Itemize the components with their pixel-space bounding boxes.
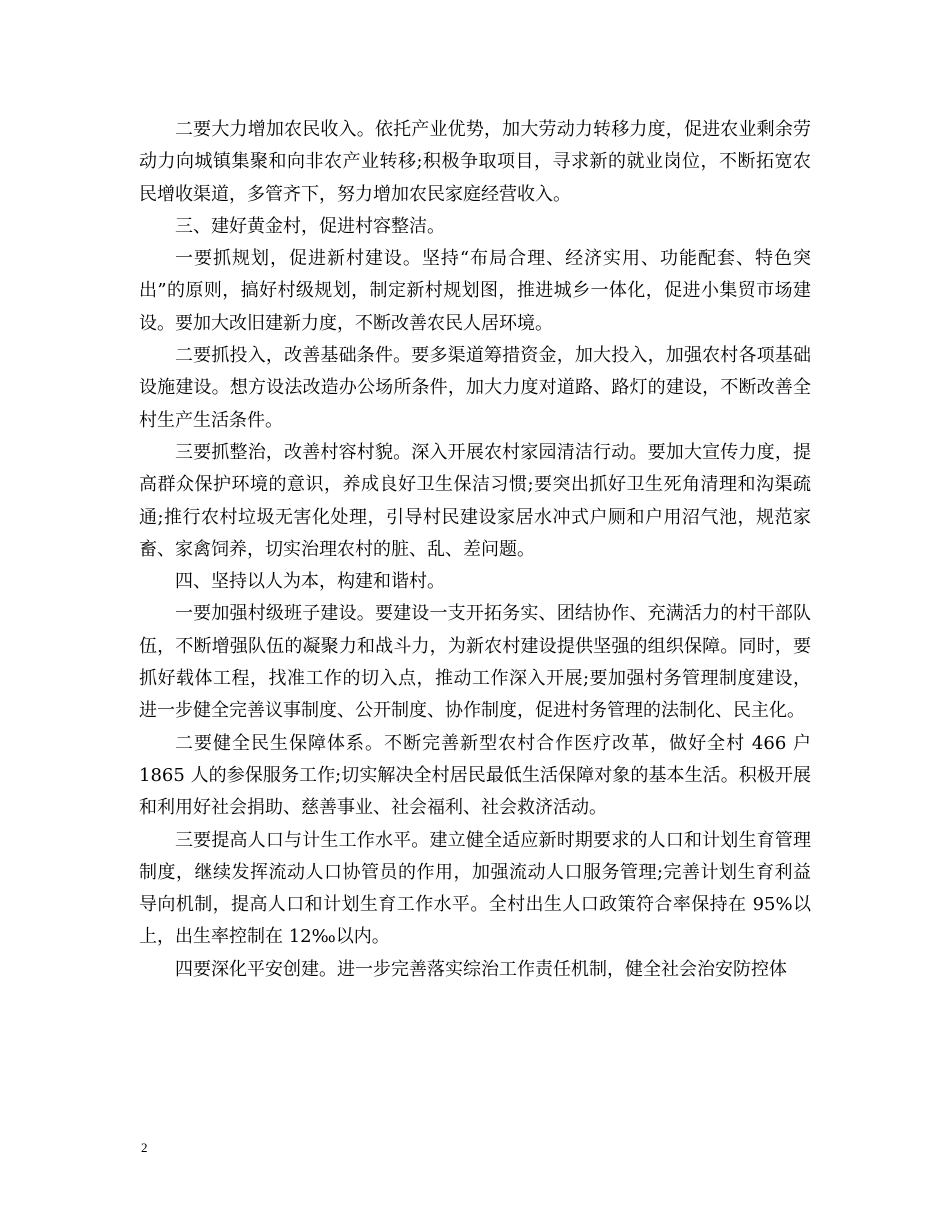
paragraph-village-team-building: 一要加强村级班子建设。要建设一支开拓务实、团结协作、充满活力的村干部队伍，不断增强队伍的凝聚力和战斗力，为新农村建设提供坚强的组织保障。同时，要抓好载体工程，找准工作的切入点，推动工作深入开展;要加强村务管理制度建设，进一步健全完善议事制度、公开制度、协作制度，促进村务管理的法制化、民主化。: [139, 603, 811, 722]
paragraph-planning: 一要抓规划，促进新村建设。坚持“布局合理、经济实用、功能配套、特色突出”的原则，搞好村级规划，制定新村规划图，推进城乡一体化，促进小集贸市场建设。要加大改旧建新力度，不断改善农民人居环境。: [139, 248, 811, 334]
paragraph-increase-farmer-income: 二要大力增加农民收入。依托产业优势，加大劳动力转移力度，促进农业剩余劳动力向城镇集聚和向非农产业转移;积极争取项目，寻求新的就业岗位，不断拓宽农民增收渠道，多管齐下，努力增加农民家庭经营收入。: [139, 119, 811, 205]
document-body: [139, 114, 811, 986]
section-heading-village-tidiness: 三、建好黄金村，促进村容整洁。: [175, 215, 445, 237]
paragraph-rectification: 三要抓整治，改善村容村貌。深入开展农村家园清洁行动。要加大宣传力度，提高群众保护环境的意识，养成良好卫生保洁习惯;要突出抓好卫生死角清理和沟渠疏通;推行农村垃圾无害化处理，引导村民建设家居水冲式户厕和户用沼气池，规范家畜、家禽饲养，切实治理农村的脏、乱、差问题。: [139, 441, 811, 560]
paragraph-family-planning: 三要提高人口与计生工作水平。建立健全适应新时期要求的人口和计划生育管理制度，继续发挥流动人口协管员的作用，加强流动人口服务管理;完善计划生育利益导向机制，提高人口和计划生育工作水平。全村出生人口政策符合率保持在 95%以上，出生率控制在 12‰以内。: [139, 829, 811, 948]
section-heading-harmonious-village: 四、坚持以人为本，构建和谐村。: [175, 571, 445, 593]
paragraph-investment: 二要抓投入，改善基础条件。要多渠道筹措资金，加大投入，加强农村各项基础设施建设。想方设法改造办公场所条件，加大力度对道路、路灯的建设，不断改善全村生产生活条件。: [139, 345, 811, 431]
page-number: 2: [141, 1140, 148, 1155]
paragraph-livelihood-security: 二要健全民生保障体系。不断完善新型农村合作医疗改革，做好全村 466 户 1865 人的参保服务工作;切实解决全村居民最低生活保障对象的基本生活。积极开展和利用好社会捐助、慈善事业、社会福利、社会救济活动。: [139, 732, 811, 819]
paragraph-peace-building: 四要深化平安创建。进一步完善落实综治工作责任机制，健全社会治安防控体: [175, 958, 787, 980]
